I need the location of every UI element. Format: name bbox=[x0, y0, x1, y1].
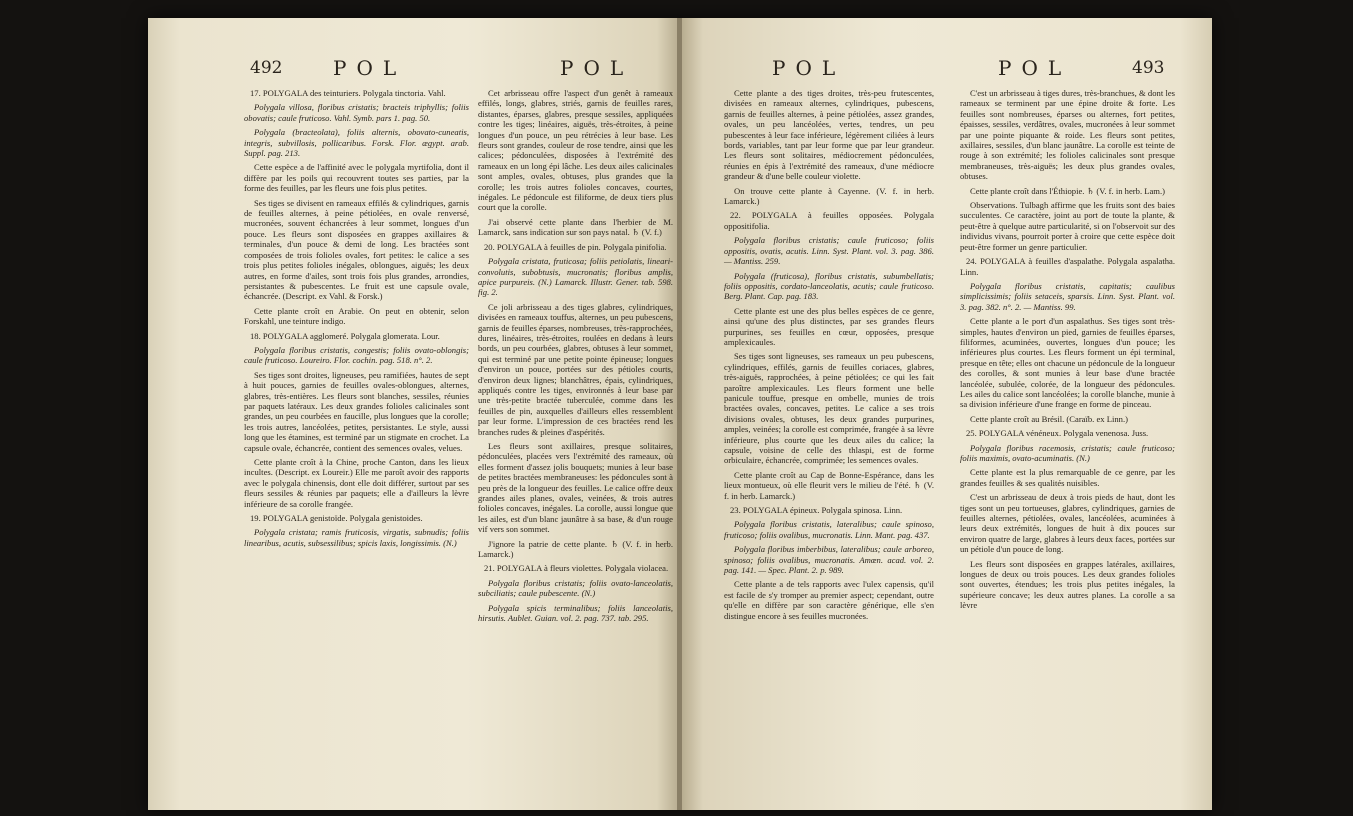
latin-description: Polygala floribus imberbibus, lateralibus; caule arboreo, spinoso; foliis ovalibus, mucronatis. Amœn. acad. vol. 2. pag. 141. — Spec. Plant. 2. p. 989. bbox=[724, 544, 934, 576]
paragraph: C'est un arbrisseau à tiges dures, très-branchues, & dont les rameaux se terminent par une épine droite & forte. Les feuilles sont nombreuses, éparses ou alternes, fort petites, épaisses, sessiles, verdâtres, ovales, mucronées à leur sommet par une pointe piquante & roide. Les fleurs sont petites, axillaires, sessiles, d'un blanc jaunâtre. La corolle est teinte de rouge à son extrémité; les folioles calicinales sont presque membraneuses, très-aiguës; les deux plus grandes ovales, obtuses. bbox=[960, 88, 1175, 182]
left-page bbox=[148, 18, 678, 810]
paragraph: Cette plante a le port d'un aspalathus. Ses tiges sont très-simples, hautes d'environ un pied, garnies de feuilles éparses, filiformes, acuminées, ouvertes, longues d'un pouce; les inférieures plus courtes. Les fleurs forment un épi terminal, presque en tête; elles ont chacune un pédoncule de la longueur des corolles, & sont munies à leur base d'une bractée lancéolée, subulée, colorée, de la longueur des pédoncules. Les ailes du calice sont lancéolées; la corolle blanche, munie à sa division inférieure d'une frange en forme de pinceau. bbox=[960, 316, 1175, 410]
paragraph: Cette plante croît à la Chine, proche Canton, dans les lieux incultes. (Descript. ex Loureir.) Elle me paroît avoir des rapports avec le polygala chinensis, dont elle doit différer, surtout par ses fleurs sessiles & réunies par paquets; elle a d'ailleurs la lèvre inférieure de sa corolle frangée. bbox=[244, 457, 469, 509]
paragraph: Observations. Tulbagh affirme que les fruits sont des baies succulentes. Ce caractère, joint au port de toute la plante, & peut-être à quelque autre particularité, si on l'observoit sur des individus vivans, pourroit porter à croire que cette espèce doit peut-être former un genre particulier. bbox=[960, 200, 1175, 252]
paragraph: Ses tiges se divisent en rameaux effilés & cylindriques, garnis de feuilles alternes, à peine pétiolées, en ovale renversé, mucronées, souvent échancrées à leur sommet, longues d'un pouce. Les fleurs sont disposées en grappes axillaires & terminales, d'un pouce & demi de long. Les bractées sont composées de trois folioles ovales, fort petites: le calice a ses trois plus petites folioles inégales, oblongues, aiguës; les deux autres, en forme d'ailes, sont trois fois plus grandes, arrondies, persistantes & pubescentes. Le fruit est une capsule ovale, échancrée. (Descript. ex Vahl. & Forsk.) bbox=[244, 197, 469, 302]
paragraph: Ce joli arbrisseau a des tiges glabres, cylindriques, divisées en rameaux touffus, alternes, un peu pubescens, garnis de feuilles éparses, nombreuses, très-rapprochées, dures, linéaires, très-étroites, roulées en dedans à leurs bords, un peu courbées, glabres, obtuses à leur sommet, qui est terminé par une petite pointe épineuse; longues d'environ un pouce, portées sur des pétioles courts, d'environ deux lignes; blanchâtres, épais, cylindriques, appliqués contre les tiges, environnés à leur base par une très-petite bractée tuberculée, comme dans les feuilles de pin, auxquelles d'ailleurs elles ressemblent par leur forme. L'impression de ces bractées rend les branches rudes & pleines d'aspérités. bbox=[478, 301, 673, 437]
paragraph: Cette plante a de tels rapports avec l'ulex capensis, qu'il est facile de s'y tromper au premier aspect; cependant, outre qu'elle en diffère par son caractère générique, elle s'en distingue encore à ses feuilles mucronées. bbox=[724, 579, 934, 621]
latin-description: Polygala floribus racemosis, cristatis; caule fruticoso; foliis maximis, ovato-acuminatis. (N.) bbox=[960, 442, 1175, 463]
paragraph: On trouve cette plante à Cayenne. (V. f. in herb. Lamarck.) bbox=[724, 185, 934, 207]
page-number: 492 bbox=[250, 58, 283, 78]
open-book bbox=[148, 18, 1212, 810]
latin-description: Polygala floribus cristatis; caule fruticoso; foliis oppositis, ovatis, acutis. Linn. Syst. Plant. vol. 3. pag. 386. — Mantiss. 259. bbox=[724, 235, 934, 267]
running-head: POL bbox=[772, 56, 846, 80]
paragraph: Cette plante croît au Cap de Bonne-Espérance, dans les lieux montueux, où elle fleurit vers le milieu de l'été. ♄ (V. f. in herb. Lamarck.) bbox=[724, 469, 934, 501]
paragraph: Ses tiges sont droites, ligneuses, peu ramifiées, hautes de sept à huit pouces, garnies de feuilles ovales-oblongues, alternes, glabres, très-entières. Les fleurs sont blanches, sessiles, réunies par paquets latéraux. Les deux grandes folioles calicinales sont grandes, un peu courbées en faucille, plus longues que la corolle; les trois autres, lancéolées, petites, persistantes. Le style, aussi long que les étamines, est terminé par un stigmate en crochet. La capsule ovale, échancrée, contient des semences ovales, velues. bbox=[244, 369, 469, 453]
running-head: POL bbox=[560, 56, 634, 80]
left-column-2 bbox=[478, 88, 673, 628]
latin-description: Polygala floribus cristatis; foliis ovato-lanceolatis, subciliatis; caule pubescente. (N.) bbox=[478, 577, 673, 599]
entry-heading: 21. POLYGALA à fleurs violettes. Polygala violacea. bbox=[484, 563, 669, 574]
left-column-1 bbox=[244, 88, 469, 552]
running-head: POL bbox=[998, 56, 1072, 80]
entry-heading: 17. POLYGALA des teinturiers. Polygala tinctoria. Vahl. bbox=[250, 88, 446, 98]
paragraph: Les fleurs sont disposées en grappes latérales, axillaires, longues de deux ou trois pouces. Les deux grandes folioles sont ouvertes, étendues; les trois plus petites inégales, la supérieure concave; les deux autres planes. La corolle a sa lèvre bbox=[960, 558, 1175, 611]
latin-description: Polygala floribus cristatis, lateralibus; caule spinoso, fruticoso; foliis ovalibus, mucronatis. Linn. Mant. pag. 437. bbox=[724, 519, 934, 540]
latin-description: Polygala floribus cristatis, capitatis; caulibus simplicissimis; foliis setaceis, sparsis. Linn. Syst. Plant. vol. 3. pag. 382. n°. 2. — Mantiss. 99. bbox=[960, 280, 1175, 312]
latin-description: Polygala (bracteolata), foliis alternis, obovato-cuneatis, integris, subvillosis, pollicaribus. Forsk. Flor. ægypt. arab. Suppl. pag. 213. bbox=[244, 127, 469, 159]
paragraph: Cette espèce a de l'affinité avec le polygala myrtifolia, dont il diffère par les poils qui recouvrent toutes ses parties, par la forme des feuilles, par les fleurs une fois plus petites. bbox=[244, 162, 469, 194]
paragraph: Cette plante est la plus remarquable de ce genre, par les grandes feuilles & ses qualités nuisibles. bbox=[960, 467, 1175, 488]
running-head: POL bbox=[333, 56, 407, 80]
entry-heading: 22. POLYGALA à feuilles opposées. Polygala oppositifolia. bbox=[724, 210, 934, 231]
right-column-2 bbox=[960, 88, 1175, 615]
latin-description: Polygala floribus cristatis, congestis; foliis ovato-oblongis; caule fruticoso. Loureiro. Flor. cochin. pag. 518. n°. 2. bbox=[244, 344, 469, 366]
paragraph: Les fleurs sont axillaires, presque solitaires, pédonculées, placées vers l'extrémité des rameaux, où elles forment d'assez jolis bouquets; munies à leur base de petites bractées membraneuses: les pédoncules sont à peu près de la longueur des feuilles. Le calice offre deux grandes ailes planes, ovales, veinées, & trois autres folioles concaves, inégales. La corolle, aussi longue que les ailes, est d'un blanc jaunâtre à sa base, & d'un rouge vif vers son sommet. bbox=[478, 441, 673, 535]
paragraph: Cet arbrisseau offre l'aspect d'un genêt à rameaux effilés, longs, glabres, striés, garnis de feuilles rares, distantes, éparses, glabres, presque sessiles, appliquées contre les tiges; linéaires, aiguës, très-étroites, à peine longues d'un pouce, un peu rétrécies à leur base. Les fleurs sont grandes, couleur de rose tendre, ainsi que les calices; pédonculées, disposées à l'extrémité des rameaux en un long épi lâche. Les deux ailes calicinales sont amples, ovales, obtuses, plus grandes que la corolle; les trois autres folioles concaves, courtes, inégales. Le pédoncule est filiforme, de deux tiers plus court que la corolle. bbox=[478, 88, 673, 213]
paragraph: J'ai observé cette plante dans l'herbier de M. Lamarck, sans indication sur son pays natal. ♄ (V. f.) bbox=[478, 216, 673, 238]
right-page bbox=[682, 18, 1212, 810]
latin-description: Polygala cristata, fruticosa; foliis petiolatis, lineari-convolutis, subobtusis, mucronatis; floribus amplis, apice purpureis. (N.) Lamarck. Illustr. Gener. tab. 598. fig. 2. bbox=[478, 256, 673, 298]
paragraph: Cette plante croît au Brésil. (Caraïb. ex Linn.) bbox=[970, 413, 1128, 424]
paragraph: Cette plante est une des plus belles espèces de ce genre, ainsi qu'une des plus distinctes, par ses grandes fleurs purpurines, ses feuilles en cœur, opposées, presque amplexicaules. bbox=[724, 305, 934, 347]
entry-heading: 18. POLYGALA agglomeré. Polygala glomerata. Lour. bbox=[250, 330, 440, 341]
entry-heading: 23. POLYGALA épineux. Polygala spinosa. Linn. bbox=[730, 505, 903, 516]
entry-heading: 24. POLYGALA à feuilles d'aspalathe. Polygala aspalatha. Linn. bbox=[960, 256, 1175, 277]
paragraph: Cette plante croît en Arabie. On peut en obtenir, selon Forskahl, une teinture indigo. bbox=[244, 305, 469, 327]
right-column-1 bbox=[724, 88, 934, 625]
right-page-header bbox=[682, 56, 1212, 82]
paragraph: C'est un arbrisseau de deux à trois pieds de haut, dont les tiges sont un peu tortueuses, glabres, cylindriques, garnies de feuilles alternes, pétiolées, ovales, lancéolées, acuminées à leurs deux extrémités, longues de huit à dix pouces sur environ quatre de large, glabres à leurs deux faces, portées sur un pétiole d'un pouce de long. bbox=[960, 492, 1175, 555]
entry-heading: 20. POLYGALA à feuilles de pin. Polygala pinifolia. bbox=[484, 241, 667, 252]
latin-description: Polygala cristata; ramis fruticosis, virgatis, subnudis; foliis linearibus, acutis, subsessilibus; spicis laxis, longissimis. (N.) bbox=[244, 527, 469, 548]
page-number: 493 bbox=[1132, 58, 1165, 78]
entry-heading: 19. POLYGALA genistoïde. Polygala genistoides. bbox=[250, 513, 423, 524]
latin-description: Polygala spicis terminalibus; foliis lanceolatis, hirsutis. Aublet. Guian. vol. 2. pag. 737. tab. 295. bbox=[478, 602, 673, 624]
entry-heading: 25. POLYGALA vénéneux. Polygala venenosa. Juss. bbox=[966, 428, 1149, 439]
paragraph: Cette plante croît dans l'Éthiopie. ♄ (V. f. in herb. Lam.) bbox=[970, 185, 1166, 196]
paragraph: Ses tiges sont ligneuses, ses rameaux un peu pubescens, cylindriques, effilés, garnis de feuilles coriaces, glabres, très-aiguës, rapprochées, à peine pétiolées; ce qui les fait paroître amplexicaules. Les fleurs forment une belle panicule touffue, presque en ombelle, munies de trois bractées ovales, concaves, petites. Le calice a ses trois divisions ovales, obtuses, les deux grandes purpurines, amples, veinées; la corolle est comprimée, frangée à sa lèvre inférieure, plus courte que les deux ailes du calice; la capsule, voisine de celle des thlaspi, est de forme orbiculaire, échancrée, comprimée; les semences ovales. bbox=[724, 351, 934, 466]
left-page-header bbox=[148, 56, 678, 82]
paragraph: Cette plante a des tiges droites, très-peu frutescentes, divisées en rameaux alternes, cylindriques, pubescens, garnis de feuilles alternes, à peine pétiolées, assez grandes, ovales, un peu lancéolées, vertes, tendres, un peu pubescentes à leur face inférieure, légèrement ciliées à leurs bords, variables, tant par leur forme que par leur grandeur. Les fleurs sont solitaires, médiocrement pédonculées, réunies en épis à l'extrémité des rameaux, d'une médiocre grandeur & d'une belle couleur violette. bbox=[724, 88, 934, 182]
latin-description: Polygala villosa, floribus cristatis; bracteis triphyllis; foliis obovatis; caule fruticoso. Vahl. Symb. pars 1. pag. 50. bbox=[244, 102, 469, 123]
latin-description: Polygala (fruticosa), floribus cristatis, subumbellatis; foliis oppositis, cordato-lanceolatis, acutis; caule fruticoso. Berg. Plant. Cap. pag. 183. bbox=[724, 270, 934, 302]
paragraph: J'ignore la patrie de cette plante. ♄ (V. f. in herb. Lamarck.) bbox=[478, 538, 673, 560]
